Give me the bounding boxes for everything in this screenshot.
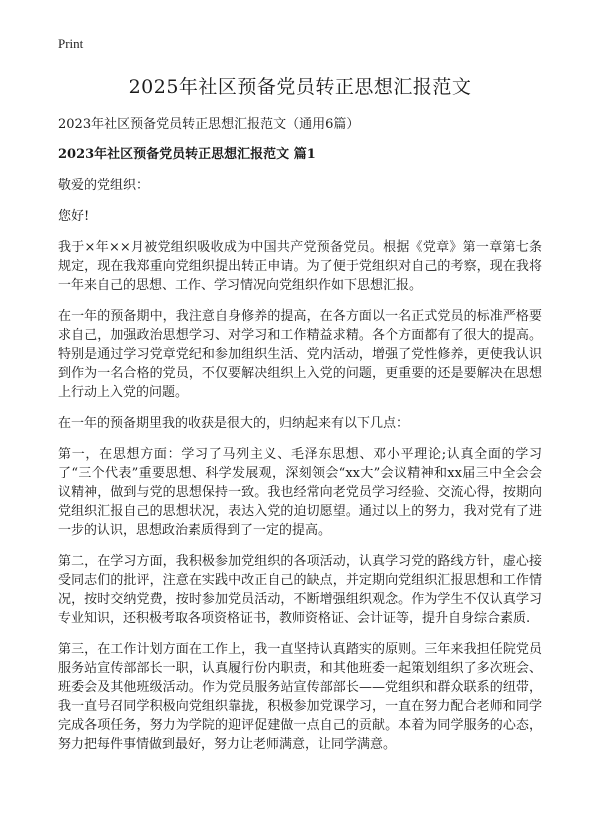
document-subtitle: 2023年社区预备党员转正思想汇报范文（通用6篇） — [58, 117, 360, 132]
paragraph: 我于×年××月被党组织吸收成为中国共产党预备党员。根据《党章》第一章第七条规定，现在我郑重向党组织提出转正申请。为了便于党组织对自己的考察，现在我将一年来自己的思想、工作、学习情况向党组织作如下思想汇报。 — [58, 240, 542, 293]
document-title: 2025年社区预备党员转正思想汇报范文 — [128, 76, 472, 98]
paragraph: 第二，在学习方面，我积极参加党组织的各项活动，认真学习党的路线方针，虚心接受同志们的批评，注意在实践中改正自己的缺点，并定期向党组织汇报思想和工作情况，按时交纳党费，按时参加党员活动，不断增强组织观念。作为学生不仅认真学习专业知识，还积极考取各项资格证书，教师资格证、会计证等，提升自身综合素质. — [58, 554, 542, 626]
greeting-text: 敬爱的党组织： — [58, 178, 150, 193]
paragraph: 第三，在工作计划方面在工作上，我一直坚持认真踏实的原则。三年来我担任院党员服务站宣传部部长一职，认真履行份内职责，和其他班委一起策划组织了多次班会、班委会及其他班级活动。作为党员服务站宣传部部长——党组织和群众联系的纽带，我一直号召同学积极向党组织靠拢，积极参加党课学习，一直在努力配合老师和同学完成各项任务，努力为学院的迎评促建做一点自己的贡献。本着为同学服务的心态，努力把每件事情做到最好，努力让老师满意，让同学满意。 — [58, 642, 542, 752]
paragraph: 在一年的预备期里我的收获是很大的，归纳起来有以下几点： — [58, 416, 410, 431]
salutation-text: 您好! — [58, 209, 90, 224]
print-link[interactable]: Print — [58, 36, 84, 51]
paragraph: 第一，在思想方面：学习了马列主义、毛泽东思想、邓小平理论;认真全面的学习了“三个代表”重要思想、科学发展观，深刻领会“xx大”会议精神和xx届三中全会会议精神，做到与党的思想保持一致。我也经常向老党员学习经验、交流心得，按期向党组织汇报自己的思想状况，表达入党的迫切愿望。通过以上的努力，我对党有了进一步的认识，思想政治素质得到了一定的提高。 — [58, 447, 542, 538]
paragraph: 在一年的预备期中，我注意自身修养的提高，在各方面以一名正式党员的标准严格要求自己，加强政治思想学习、对学习和工作精益求精。各个方面都有了很大的提高。特别是通过学习党章党纪和参加组织生活、党内活动，增强了党性修养，更使我认识到作为一名合格的党员，不仅要解决组织上入党的问题，更重要的还是要解决在思想上行动上入党的问题。 — [58, 309, 542, 400]
section-heading: 2023年社区预备党员转正思想汇报范文 篇1 — [58, 147, 316, 162]
